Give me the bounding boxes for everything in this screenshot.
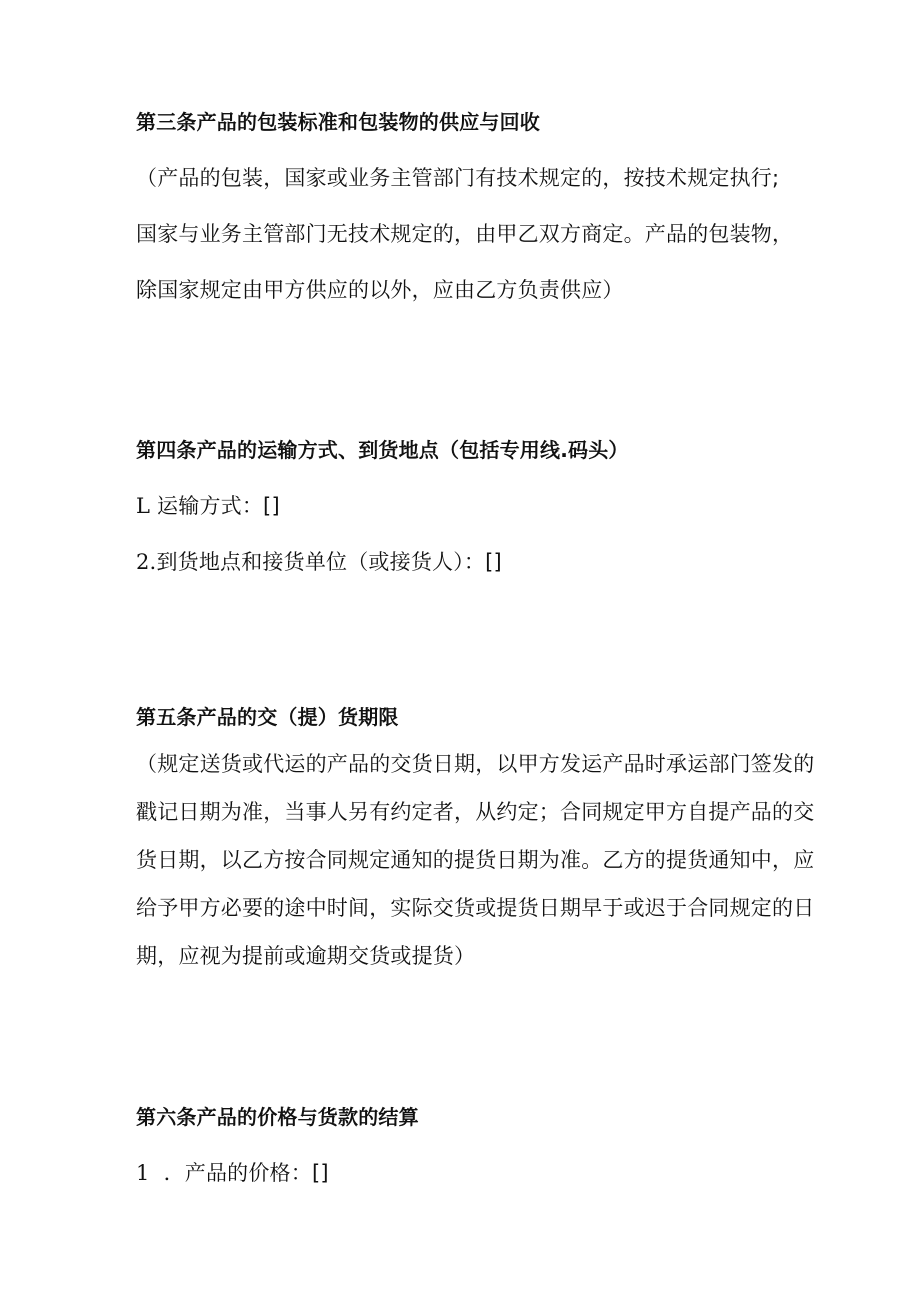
item-text: 运输方式：[]: [157, 494, 280, 518]
item-text: 到货地点和接货单位（或接货人）：[]: [156, 550, 502, 574]
item-number: L: [136, 494, 151, 518]
section-3-line-1: （产品的包装，国家或业务主管部门有技术规定的，按技术规定执行;: [136, 166, 780, 190]
item-text: ．产品的价格：[]: [163, 1161, 329, 1185]
section-6-item-1: [136, 1160, 329, 1186]
section-5-line-4: 给予甲方必要的途中时间，实际交货或提货日期早于或迟于合同规定的日: [136, 896, 815, 920]
item-number: 1: [136, 1161, 150, 1185]
section-3-line-3: 除国家规定由甲方供应的以外，应由乙方负责供应）: [136, 278, 624, 302]
section-5-line-1: （规定送货或代运的产品的交货日期，以甲方发运产品时承运部门签发的: [136, 752, 815, 776]
section-5-title: 第五条产品的交（提）货期限: [136, 705, 399, 729]
section-6-title: 第六条产品的价格与货款的结算: [136, 1105, 419, 1129]
section-3-line-2: 国家与业务主管部门无技术规定的，由甲乙双方商定。产品的包装物，: [136, 222, 794, 246]
section-3-title: 第三条产品的包装标准和包装物的供应与回收: [136, 110, 540, 134]
section-4-item-2: [136, 549, 502, 575]
section-4-title: 第四条产品的运输方式、到货地点（包括专用线.码头）: [136, 438, 629, 462]
section-5-line-2: 戳记日期为准，当事人另有约定者，从约定；合同规定甲方自提产品的交: [136, 800, 815, 824]
section-4-item-1: [136, 493, 280, 519]
section-5-line-3: 货日期，以乙方按合同规定通知的提货日期为准。乙方的提货通知中，应: [136, 848, 815, 872]
item-number: 2.: [136, 550, 157, 574]
section-5-line-5: 期，应视为提前或逾期交货或提货）: [136, 944, 476, 968]
